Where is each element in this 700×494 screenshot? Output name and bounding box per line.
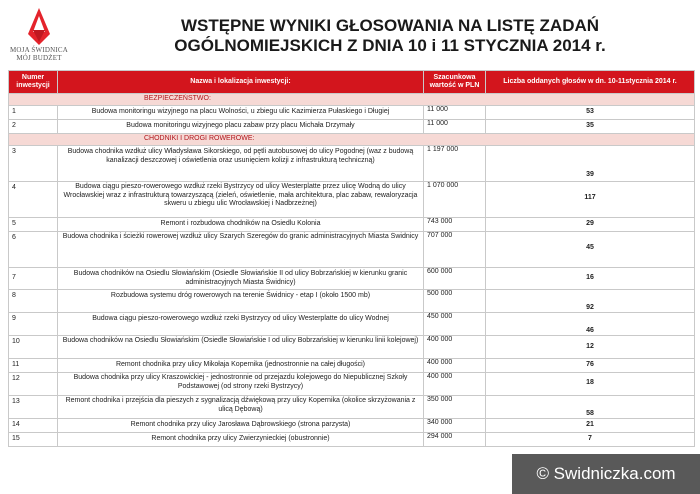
row-name: Budowa chodnika przy ulicy Kraszowickiej - jednostronnie od przejazdu kolejowego do Niepublicznej Szkoły Podstawowej (od strony rzeki Bystrzycy) — [58, 373, 424, 396]
row-value: 400 000 — [424, 336, 486, 359]
row-value: 11 000 — [424, 120, 486, 134]
table-row — [9, 433, 695, 447]
table-row — [9, 268, 695, 290]
row-votes: 58 — [486, 396, 695, 419]
header-name: Nazwa i lokalizacja inwestycji: — [58, 71, 424, 94]
row-name: Budowa monitoringu wizyjnego na placu Wolności, u zbiegu ulic Kazimierza Pułaskiego i Długiej — [58, 106, 424, 120]
row-number: 14 — [9, 419, 58, 433]
row-votes: 7 — [486, 433, 695, 447]
row-number: 5 — [9, 218, 58, 232]
logo-emblem-icon — [24, 8, 54, 46]
header-votes: Liczba oddanych głosów w dn. 10-11stycznia 2014 r. — [486, 71, 695, 94]
row-votes: 12 — [486, 336, 695, 359]
row-number: 8 — [9, 290, 58, 313]
row-value: 400 000 — [424, 359, 486, 373]
row-votes: 18 — [486, 373, 695, 396]
row-name: Rozbudowa systemu dróg rowerowych na terenie Świdnicy - etap I (około 1500 mb) — [58, 290, 424, 313]
table-row — [9, 373, 695, 396]
row-name: Budowa ciągu pieszo-rowerowego wzdłuż rzeki Bystrzycy od ulicy Westerplatte przez ulicę Wodną do ulicy Wrocławskiej wraz z infrastrukturą towarzyszącą (zieleń, oświetlenie, mała architektura, plac zabaw, rewaloryzacja skweru u zbiegu ulic Wrocławskiej i Nadbrzeżnej) — [58, 182, 424, 218]
row-value: 294 000 — [424, 433, 486, 447]
category-row — [9, 94, 695, 106]
results-table — [8, 70, 695, 447]
category-security: BEZPIECZEŃSTWO: — [9, 94, 695, 106]
row-value: 350 000 — [424, 396, 486, 419]
row-number: 12 — [9, 373, 58, 396]
row-value: 400 000 — [424, 373, 486, 396]
row-number: 2 — [9, 120, 58, 134]
table-row — [9, 313, 695, 336]
table-row — [9, 218, 695, 232]
row-number: 13 — [9, 396, 58, 419]
row-number: 6 — [9, 232, 58, 268]
row-votes: 53 — [486, 106, 695, 120]
row-name: Budowa chodników na Osiedlu Słowiańskim (Osiedle Słowiańskie II od ulicy Bobrzańskiej w kierunku granic administracyjnych Miasta Świdnicy) — [58, 268, 424, 290]
page-title — [90, 16, 690, 56]
category-row — [9, 134, 695, 146]
row-name: Remont chodnika przy ulicy Mikołaja Kopernika (jednostronnie na całej długości) — [58, 359, 424, 373]
row-value: 11 000 — [424, 106, 486, 120]
title-line2: OGÓLNOMIEJSKICH Z DNIA 10 i 11 STYCZNIA 2014 r. — [174, 36, 606, 55]
row-votes: 39 — [486, 146, 695, 182]
row-votes: 46 — [486, 313, 695, 336]
table-row — [9, 146, 695, 182]
table-row — [9, 419, 695, 433]
row-name: Remont chodnika przy ulicy Zwierzynieckiej (obustronnie) — [58, 433, 424, 447]
table-row — [9, 120, 695, 134]
row-name: Remont i rozbudowa chodników na Osiedlu Kolonia — [58, 218, 424, 232]
row-name: Remont chodnika i przejścia dla pieszych z sygnalizacją dźwiękową przy ulicy Kopernika (okolice skrzyżowania z ulicą Dębową) — [58, 396, 424, 419]
header-number: Numer inwestycji — [9, 71, 58, 94]
row-value: 743 000 — [424, 218, 486, 232]
table-row — [9, 232, 695, 268]
row-number: 9 — [9, 313, 58, 336]
row-number: 11 — [9, 359, 58, 373]
row-votes: 92 — [486, 290, 695, 313]
row-number: 15 — [9, 433, 58, 447]
row-number: 10 — [9, 336, 58, 359]
row-name: Budowa chodników na Osiedlu Słowiańskim (Osiedle Słowiańskie I od ulicy Bobrzańskiej w kierunku linii kolejowej) — [58, 336, 424, 359]
row-votes: 45 — [486, 232, 695, 268]
row-votes: 16 — [486, 268, 695, 290]
watermark: © Swidniczka.com — [512, 454, 700, 494]
logo — [10, 8, 68, 68]
row-number: 7 — [9, 268, 58, 290]
row-value: 340 000 — [424, 419, 486, 433]
row-value: 500 000 — [424, 290, 486, 313]
row-name: Budowa chodnika i ścieżki rowerowej wzdłuż ulicy Szarych Szeregów do granic administracyjnych Miasta Świdnicy — [58, 232, 424, 268]
row-name: Budowa chodnika wzdłuż ulicy Władysława Sikorskiego, od pętli autobusowej do ulicy Pogodnej (waz z budową kanalizacji deszczowej i oświetlenia oraz usunięciem kolizji z infrastrukturą techniczną) — [58, 146, 424, 182]
row-value: 1 197 000 — [424, 146, 486, 182]
row-number: 3 — [9, 146, 58, 182]
row-value: 600 000 — [424, 268, 486, 290]
table-row — [9, 182, 695, 218]
row-votes: 76 — [486, 359, 695, 373]
table-row — [9, 336, 695, 359]
row-name: Budowa monitoringu wizyjnego placu zabaw przy placu Michała Drzymały — [58, 120, 424, 134]
row-name: Budowa ciągu pieszo-rowerowego wzdłuż rzeki Bystrzycy od ulicy Westerplatte do ulicy Wodnej — [58, 313, 424, 336]
title-line1: WSTĘPNE WYNIKI GŁOSOWANIA NA LISTĘ ZADAŃ — [180, 16, 600, 35]
row-value: 1 070 000 — [424, 182, 486, 218]
header-value: Szacunkowa wartość w PLN — [424, 71, 486, 94]
row-number: 1 — [9, 106, 58, 120]
row-value: 450 000 — [424, 313, 486, 336]
row-votes: 35 — [486, 120, 695, 134]
row-votes: 117 — [486, 182, 695, 218]
table-header-row — [9, 71, 695, 94]
row-name: Remont chodnika przy ulicy Jarosława Dąbrowskiego (strona parzysta) — [58, 419, 424, 433]
table-row — [9, 106, 695, 120]
table-row — [9, 290, 695, 313]
logo-line1: MOJA ŚWIDNICA — [10, 46, 69, 54]
row-votes: 29 — [486, 218, 695, 232]
row-value: 707 000 — [424, 232, 486, 268]
row-votes: 21 — [486, 419, 695, 433]
category-roads: CHODNIKI I DROGI ROWEROWE: — [9, 134, 695, 146]
logo-line2: MÓJ BUDŻET — [16, 54, 62, 62]
row-number: 4 — [9, 182, 58, 218]
table-row — [9, 396, 695, 419]
table-row — [9, 359, 695, 373]
